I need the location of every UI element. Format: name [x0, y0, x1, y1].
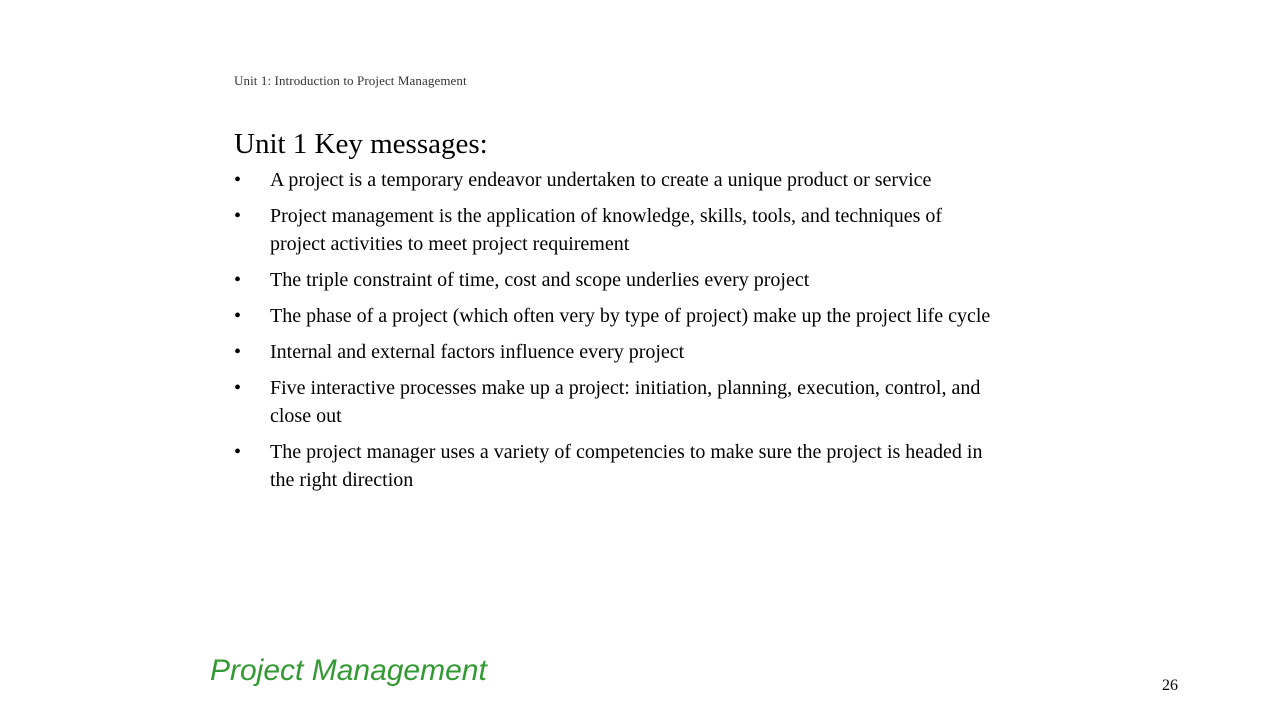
bullet-text: The project manager uses a variety of competencies to make sure the project is headed in the right direction	[270, 441, 983, 491]
footer-brand: Project Management	[210, 654, 487, 687]
bullet-icon: •	[234, 205, 242, 227]
bullet-icon: •	[234, 305, 242, 327]
bullet-icon: •	[234, 269, 242, 291]
bullet-text: A project is a temporary endeavor undertaken to create a unique product or service	[270, 169, 932, 191]
list-item	[234, 438, 994, 494]
bullet-text: Project management is the application of knowledge, skills, tools, and techniques of project activities to meet project requirement	[270, 205, 943, 255]
unit-header: Unit 1: Introduction to Project Management	[234, 73, 467, 88]
slide-title: Unit 1 Key messages:	[234, 128, 488, 160]
list-item	[234, 202, 994, 258]
list-item	[234, 338, 994, 366]
list-item	[234, 266, 994, 294]
page-number: 26	[1162, 677, 1178, 694]
bullet-icon: •	[234, 441, 242, 463]
key-messages-list	[234, 166, 994, 502]
bullet-text: The triple constraint of time, cost and scope underlies every project	[270, 269, 810, 291]
list-item	[234, 374, 994, 430]
bullet-icon: •	[234, 377, 242, 399]
list-item	[234, 166, 994, 194]
bullet-text: Five interactive processes make up a project: initiation, planning, execution, control, and close out	[270, 377, 981, 427]
bullet-icon: •	[234, 341, 242, 363]
list-item	[234, 302, 994, 330]
bullet-text: Internal and external factors influence every project	[270, 341, 685, 363]
bullet-icon: •	[234, 169, 242, 191]
bullet-text: The phase of a project (which often very by type of project) make up the project life cycle	[270, 305, 991, 327]
